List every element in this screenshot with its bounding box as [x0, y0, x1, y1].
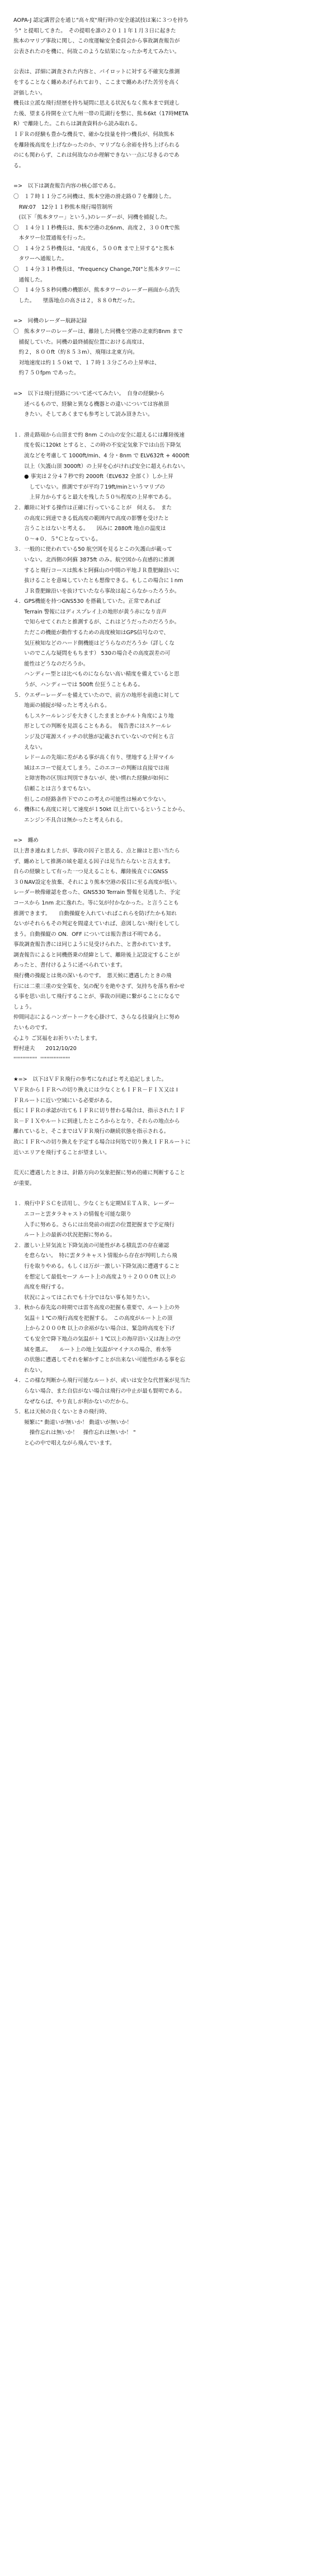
weather-advice-item-line: 状況によってはこれでも十分ではない事も知りたい。: [13, 1294, 153, 1301]
flight-path-item-line: レドームの先端に差がある事が高く有り、墜地する上昇マイル: [13, 755, 175, 761]
vfr-note-line: ＦＲルートに近い空域にいる必要がある。: [13, 1097, 116, 1104]
section-heading-vfr-note: ★=> 以下はＶＦＲ飛行の参考になればと考え追記しました。: [13, 1076, 167, 1083]
section-heading-summary: => 纏め: [13, 837, 39, 844]
facts-line: を離陸後高度を上げなかったのか、マリブなら余裕を持ち上げられる: [13, 142, 180, 148]
flight-path-item: [13, 805, 321, 826]
radar-track-item-line: 〇 熊本タワーのレーダーは、離陸した同機を空港の北東約8nm まで: [13, 329, 183, 335]
summary-line: る事を思い出して飛行することが、事故の回避に繋がることになるで: [13, 994, 180, 1000]
flight-path-item-line: 気圧検知などのハード側機能はどうらなのだろうか（詳しくな: [13, 640, 175, 647]
weather-advice-item-line: 行を取りやめる。もしくは万が一激しい下降気流に遭遇すること: [13, 1263, 180, 1270]
weather-advice-item: [13, 1199, 321, 1240]
flight-path-item-line: すると飛行コースは熊本と阿蘇山の中間の平地ＪＲ豊肥線沿いに: [13, 567, 180, 574]
weather-advice-item: [13, 1303, 321, 1376]
report-core-item-line: 〇 １４分２５秒機長は、"高度６，５００ft まで上昇する"と熊本: [13, 245, 175, 252]
weather-advice-item: [13, 1241, 321, 1304]
flight-path-item-line: ４．GPS機能を持つGNS530 を搭載していた。正常であれば: [13, 598, 161, 605]
vfr-note-line: ＶＦＲからＩＦＲへの切り換えには少なくともＩＦＲ－ＦＩＸ又は I: [13, 1087, 178, 1093]
flight-path-item-line: ＪＲ豊肥線沿いを抜けていたなら事故は起こらなかったろうか。: [13, 588, 180, 594]
report-core-list: [13, 192, 321, 307]
radar-track-list: [13, 327, 321, 379]
report-core-item-line: (以下「熊本タワー」という。)のレーダーが、同機を捕捉した。: [13, 214, 171, 221]
facts-line: のにも関わらず、これは何故なのか理解できない一点に尽きるのであ: [13, 152, 180, 159]
flight-path-item-line: １．滑走路端から山頂まで約 8nm この山の安全に超えるには離陸後速: [13, 432, 185, 438]
summary-line: 事故調査報告書には同じように見受けられた、と書かれています。: [13, 942, 175, 948]
summary-line: 心より ご冥福をお祈りいたします。: [13, 1035, 101, 1042]
intro-line: う" と提唱してきた。 その提唱を誰の２０１１年１月３日に起きた: [13, 27, 176, 34]
report-core-item: [13, 265, 321, 285]
radar-track-item-line: 対地速度は約１５０kt で、１７時１３分ごろの上昇率は、: [13, 359, 160, 366]
facts-line: 評価したい。: [13, 90, 46, 96]
report-core-item-line: 〇 １４分５８秒同機の機影が、熊本タワーのレーダー画面から消失: [13, 287, 180, 294]
flight-path-item-line: えない。: [13, 744, 46, 751]
flight-path-item-line: 度を仮に120kt とすると、この時の不安定気象下では山岳下降気: [13, 442, 181, 449]
flight-path-item-line: ３．一般的に使われている50 航空図を見るとこの矢護山が載って: [13, 546, 172, 553]
report-core-item-line: 本タワー位置通報を行った。: [13, 235, 89, 242]
summary-line: 仲間同志によるハンガートークを心掛けて、さらなる技量向上に努め: [13, 1014, 180, 1021]
flight-path-subheading-line: きたい。そしてあくまでも参考として読み頂きたい。: [13, 411, 153, 418]
report-core-item-line: 通報した。: [13, 277, 46, 283]
report-core-item-line: RW:07 12分１１秒熊本飛行場管制所: [13, 204, 113, 210]
weather-advice-item-line: １．飛行中ＦＳＣを活用し、少なくとも定期ＭＥＴＡＲ、レーダー: [13, 1201, 175, 1207]
signature-dashes: '''''''''''''''' '''''''''''''''''''': [13, 1056, 70, 1062]
report-core-item-line: 〇 １７時１１分ごろ同機は、熊本空港の滑走路０７を離陸した。: [13, 193, 175, 200]
flight-path-item-line: 域はエコーで捉えてしまう。このエコーの判断は直接では雨: [13, 765, 170, 771]
vfr-note-line: 仮にＩＦＲの承認が出てもＩＦＲに切り替わる場合は、指示されたＩＦ: [13, 1108, 185, 1114]
intro-line: AOPA-J 認定講習会を通じ"高々度"飛行時の安全遂試技は案に３つを持ち: [13, 17, 189, 24]
flight-path-item-line: ンジ及び電源スイッチの状態が記載されていないので何とも言: [13, 734, 175, 740]
flight-path-item-line: 言うことはないと考える。 因みに 2880ft 地点の温度は: [13, 526, 166, 532]
flight-path-list: [13, 430, 321, 826]
weather-advice-item-line: ３．秋から春先迄の時期では雷冬高度の把握も重要で、ルート上の外: [13, 1305, 180, 1312]
weather-advice-intro: [13, 1168, 321, 1189]
summary-line: 調査報告によると同機搭乗の経緯として、離陸後上記設定することが: [13, 952, 180, 958]
radar-track-item: [13, 327, 321, 379]
report-core-item-line: タワーへ通報した。: [13, 256, 67, 263]
flight-path-item-line: ６．機体にも高度に対して速度が１50kt 以上出ているということから、: [13, 807, 189, 813]
section-heading-radar-track: => 同機のレーダー航跡記録: [13, 318, 87, 325]
flight-path-item: [13, 597, 321, 690]
radar-track-item-line: 捕捉していた。同機の最終捕捉位置における高度は、: [13, 339, 148, 345]
report-core-item-line: 〇 １４分１１秒機長は、熊本空港の北6nm、高度２，３００ftで熊: [13, 224, 180, 231]
flight-path-item-line: と障害物の区別は判別できないが、使い慣れた経験が如何に: [13, 775, 170, 782]
vfr-note-line: 故にＩＦＲへの切り換えを予定する場合は何処で切り換えＩＦＲルートに: [13, 1139, 191, 1145]
facts-line: た後、望まる待開を立て九州一帯の荒湖行を整に、熊本6kt（17時META: [13, 110, 189, 117]
report-core-item: [13, 285, 321, 306]
vfr-note-line: 近いエリアを飛行することが望ましい。: [13, 1149, 110, 1156]
weather-advice-item-line: の状態に遭遇してそれを解かすことが出来ない可能性がある事を忘: [13, 1357, 185, 1364]
report-core-item-line: した。 墜落地点の高さは２，８８０ftだった。: [13, 297, 138, 304]
summary-line: ないがそれらもその判定を間違えていれば、意図しない飛行をしてし: [13, 921, 180, 928]
weather-advice-item-line: 操作忘れは無いか！ 操作忘れは無いか！ ": [13, 1430, 136, 1436]
summary-line: レーダー映像確認を怠った、GNS530 Terrain 警報を見逃した、予定: [13, 889, 181, 896]
flight-path-item: [13, 691, 321, 805]
flight-path-item-line: 能性はどうなのだろうか。: [13, 661, 89, 667]
flight-path-item-line: いない。北西側の阿蘇 3875ft のみ。航空図から直感的に推測: [13, 556, 175, 563]
summary-line: まう。自動操縦の ON．OFF については報告書は不明である。: [13, 931, 164, 938]
weather-advice-list: [13, 1199, 321, 1449]
weather-advice-item: [13, 1376, 321, 1407]
weather-advice-item-line: を想定して最低セーフ ルート上の高度より＋２０００ft 以上の: [13, 1273, 176, 1280]
weather-advice-item-line: なぜならば、やり直しが利かないのだから。: [13, 1398, 132, 1405]
weather-advice-intro-line: が重要。: [13, 1180, 35, 1187]
author-signature: 野村達夫 2012/10/20: [13, 1046, 77, 1052]
weather-advice-item-line: れない。: [13, 1367, 46, 1374]
report-core-item: [13, 244, 321, 265]
summary-body: [13, 846, 321, 1044]
flight-path-item-line: ２．離陸に対する操作は正確に行っていることが 伺える。 また: [13, 504, 172, 511]
weather-advice-item-line: 高度を飛行する。: [13, 1284, 67, 1291]
weather-advice-item-line: 入手に努める。さらには出発前の雨雲の位置把握まで予定飛行: [13, 1221, 175, 1228]
weather-advice-item-line: を怠らない。 特に雲タラキャスト情報から存在が判明したら飛: [13, 1253, 177, 1259]
weather-advice-item-line: 域を選ぶ。 ルート上の地上気温がマイナスの場合、着水等: [13, 1346, 172, 1353]
summary-line: 推測できます。 自動操縦を入れていればこれらを防げたかも知れ: [13, 910, 177, 917]
facts-line: 公表は、詳細に調査された内容と、パイロットに対する不確実な推測: [13, 69, 180, 76]
weather-advice-item-line: と心の中で唱えながら飛んでいます。: [13, 1440, 115, 1446]
facts-line: をすることなく纏めあげられており、ここまで纏めあげた苦労を高く: [13, 79, 180, 86]
summary-line: たいものです。: [13, 1025, 51, 1032]
summary-line: 自らの経験として有った一つ見えることも、離陸後直ぐにGNSS: [13, 869, 168, 875]
section-heading-report-core: => 以下は調査報告内容の核心部である。: [13, 183, 119, 190]
flight-path-item-line: うが、ハンディーでは 500ft 位狂うこともある。: [13, 682, 144, 689]
report-core-item: [13, 223, 321, 244]
weather-advice-item-line: 上から２０００ft 以上の余裕がない場合は、緊急時高度を下げ: [13, 1326, 175, 1332]
weather-advice-intro-line: 荒天に遭遇したときは、針路方向の気象把握に努め的確に判断すること: [13, 1170, 185, 1177]
flight-path-subheading-line: 述べるもので、経験と異なる機器との違いについては容赦頂: [13, 401, 169, 408]
weather-advice-item-line: ５．私は天候の良くないときの飛行時、: [13, 1409, 110, 1416]
flight-path-item-line: していない。推測ですが平均７19ft/minというマリブの: [13, 484, 165, 490]
intro-line: 熊本のマリブ事故に関し、この度運輸安全委員会から事故調査報告が: [13, 38, 180, 45]
weather-advice-item: [13, 1407, 321, 1449]
facts-line: る。: [13, 162, 25, 169]
weather-advice-item-line: エコーと雲タラキャストの情報を可能な限り: [13, 1211, 132, 1217]
weather-advice-item-line: ルート上の最新の状況把握に努める。: [13, 1232, 116, 1239]
intro-paragraph: [13, 16, 321, 57]
section-heading-flight-path: => 以下は飛行経路について述べてみたい。 自身の経験から: [13, 391, 165, 397]
summary-line: コースから 1nm 北に逸れた。等に気が付かなかった。と言うことも: [13, 900, 179, 906]
flight-path-item-line: 流などを考慮して 1000ft/min、4 分・8nm で ELV632ft + 4000ft: [13, 452, 190, 459]
flight-path-item: [13, 430, 321, 503]
flight-path-item-line: Terrain 警報にはディスプレイ上の地形が黄う赤になり音声: [13, 608, 167, 615]
facts-line: 機長は立派な飛行経歴を持ち疑問に思える状況もなく熊本まで到達し: [13, 100, 180, 107]
vfr-note-body: [13, 1085, 321, 1158]
flight-path-item-line: いのでこんな疑問をもちます） 530の場合その高度誤差の可: [13, 650, 171, 657]
weather-advice-item-line: ても安全で降下地点の気温が＋１℃以上の海岸沿い又は海上の空: [13, 1336, 181, 1343]
summary-line: 飛行機の操縦とは奥の深いものです。 悪天候に遭遇したときの飛: [13, 973, 172, 980]
report-core-item-line: 〇 １４分３１秒機長は、"Frequency Change,70I"と熊本タワーに: [13, 266, 181, 273]
flight-path-item-line: 形としての判断を見誤ることもある。 報告書にはスケールレ: [13, 723, 172, 730]
radar-track-item-line: 約２，８００ft（約８５３m）、飛翔は北東方向。: [13, 349, 138, 356]
facts-line: R）で離陸した。これらは調査資料から読み取れる。: [13, 121, 141, 128]
flight-path-item-line: 信頼ことは言うまでもない。: [13, 785, 94, 792]
report-core-item: [13, 192, 321, 223]
flight-path-item-line: もしスケールレンジを大きくしたままとかチルト角度により地: [13, 713, 174, 719]
flight-path-item-line: 抜けることを意味していたとも想像できる。もしこの場合に１nm: [13, 578, 184, 584]
flight-path-item-line: 地面の捕捉が帰ったと考えられる。: [13, 702, 110, 709]
flight-path-item-line: の高度に到達できる低高度の範囲内で高度の影響を受けたと: [13, 515, 170, 522]
facts-line: ＩＦＲの経験も豊かな機長で、確かな技量を持つ機長が、何故熊本: [13, 131, 175, 138]
flight-path-item-line: ０～+０．５°Ｃとなっている。: [13, 536, 101, 542]
summary-line: ず、纏めとして推測の域を超える因子は見当たらないと言えます。: [13, 858, 174, 865]
flight-path-item-line: ５．ウエザーレーダーを備えていたので、前方の地形を前進に対して: [13, 692, 180, 699]
summary-line: 行には二重三重の安全策を、気の配りを絶やさず、気持ちを落ち着かせ: [13, 983, 185, 990]
summary-line: 以上書き連ねましたが、事故の因子と思える、点と線はと思い当たら: [13, 847, 180, 854]
flight-path-item-line: ハンディー型とは比べものにならない高い精度を備えていると思: [13, 671, 180, 678]
weather-advice-item-line: 気温＋１℃の飛行高度を把握する。 この高度がルート上の頂: [13, 1315, 173, 1322]
flight-path-item: [13, 503, 321, 545]
flight-path-item-line: 上昇力からすると最大を残した５０％程度の上昇率である。: [13, 494, 175, 501]
vfr-note-line: Ｒ－ＦＩＸやルートに到達したところからとなり、それらの地点から: [13, 1118, 180, 1125]
summary-line: あったと、書付けるように述べられています。: [13, 962, 126, 969]
weather-advice-item-line: ２．激しい上昇気流と下降気流の可能性がある積乱雲の存在確認: [13, 1242, 170, 1249]
weather-advice-item-line: 頻繁に" 動道いが無いか！ 動道いが無いか！: [13, 1419, 132, 1426]
radar-track-item-line: 約７５０fpm であった。: [13, 370, 79, 377]
flight-path-subheading: [13, 400, 321, 420]
summary-line: ３０NAV設定を放棄、それにより熊本空港の仮目に至る高度が低い。: [13, 879, 180, 886]
flight-path-item-line: エンジン不具合は無かったと考えられる。: [13, 817, 126, 823]
flight-path-item-line: ただこの機能が動作するための高度検知はGPS信号なので、: [13, 630, 170, 636]
flight-path-item: [13, 545, 321, 597]
flight-path-item-line: で知らせてくれたと推測するが、これはどうだったのだろうか。: [13, 619, 180, 626]
weather-advice-item-line: らない場合、また自信がない場合は飛行の中止が最も賢明である。: [13, 1388, 185, 1395]
flight-path-item-line: ● 事実は２分４７秒で約 2000ft（ELV632 全部く）しか上昇: [13, 474, 173, 480]
weather-advice-item-line: ４．この様な判断から飛行可能なルートが、或いは安全な代替案が見当た: [13, 1378, 191, 1384]
flight-path-item-line: 以上（矢護山頂 3000ft）の上昇を心がければ安全に超えられない。: [13, 463, 189, 470]
intro-line: 公表されたのを機に、何故このような結果になったか考えてみたい。: [13, 48, 180, 55]
summary-line: しょう。: [13, 1004, 35, 1010]
vfr-note-line: 離れていると、そこまではＶＦＲ飛行の継続状態を指示される。: [13, 1128, 170, 1135]
flight-path-item-line: 但しこの経路条件下でのこの考えの可能性は極めて少ない。: [13, 796, 170, 803]
facts-paragraph: [13, 67, 321, 171]
